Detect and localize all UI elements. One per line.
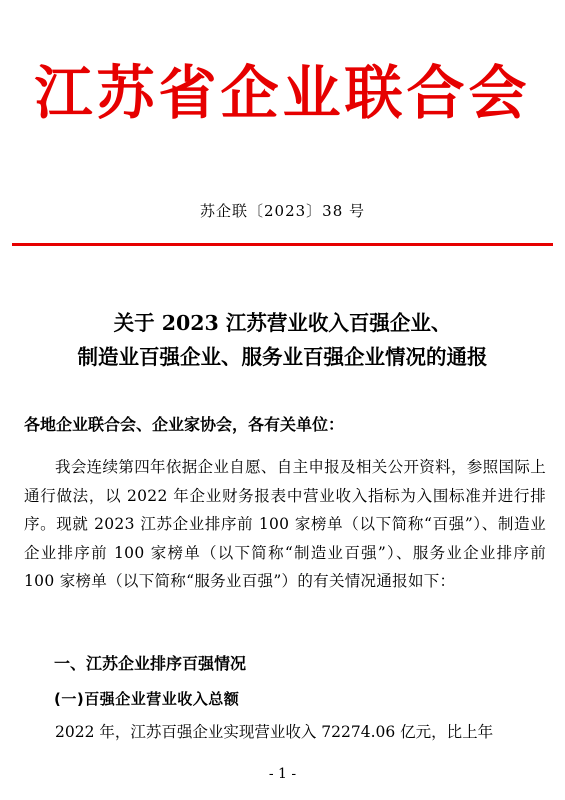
section-paragraph: 2022 年，江苏百强企业实现营业收入 72274.06 亿元，比上年 bbox=[55, 723, 494, 741]
organization-name: 江苏省企业联合会 bbox=[34, 59, 531, 127]
notice-title-line-1: 关于 2023 江苏营业收入百强企业、 bbox=[113, 311, 452, 335]
salutation: 各地企业联合会、企业家协会，各有关单位： bbox=[24, 415, 345, 434]
section-heading: 一、江苏企业排序百强情况 bbox=[54, 654, 247, 673]
notice-title bbox=[0, 306, 565, 374]
subsection-heading: (一)百强企业营业收入总额 bbox=[54, 690, 240, 708]
page-number: - 1 - bbox=[268, 766, 297, 782]
document-number: 苏企联〔2023〕38 号 bbox=[199, 202, 366, 220]
red-divider-line bbox=[12, 243, 553, 246]
notice-title-line-2: 制造业百强企业、服务业百强企业情况的通报 bbox=[77, 345, 488, 369]
intro-paragraph: 我会连续第四年依据企业自愿、自主申报及相关公开资料，参照国际上通行做法，以 2022 年企业财务报表中营业收入指标为入围标准并进行排序。现就 2023 江苏企业排序前 100 家榜单（以下简称“百强”）、制造业企业排序前 100 家榜单（以下简称“制造业百强”）、服务业企业排序前 100 家榜单（以下简称“服务业百强”）的有关情况通报如下： bbox=[24, 458, 546, 590]
